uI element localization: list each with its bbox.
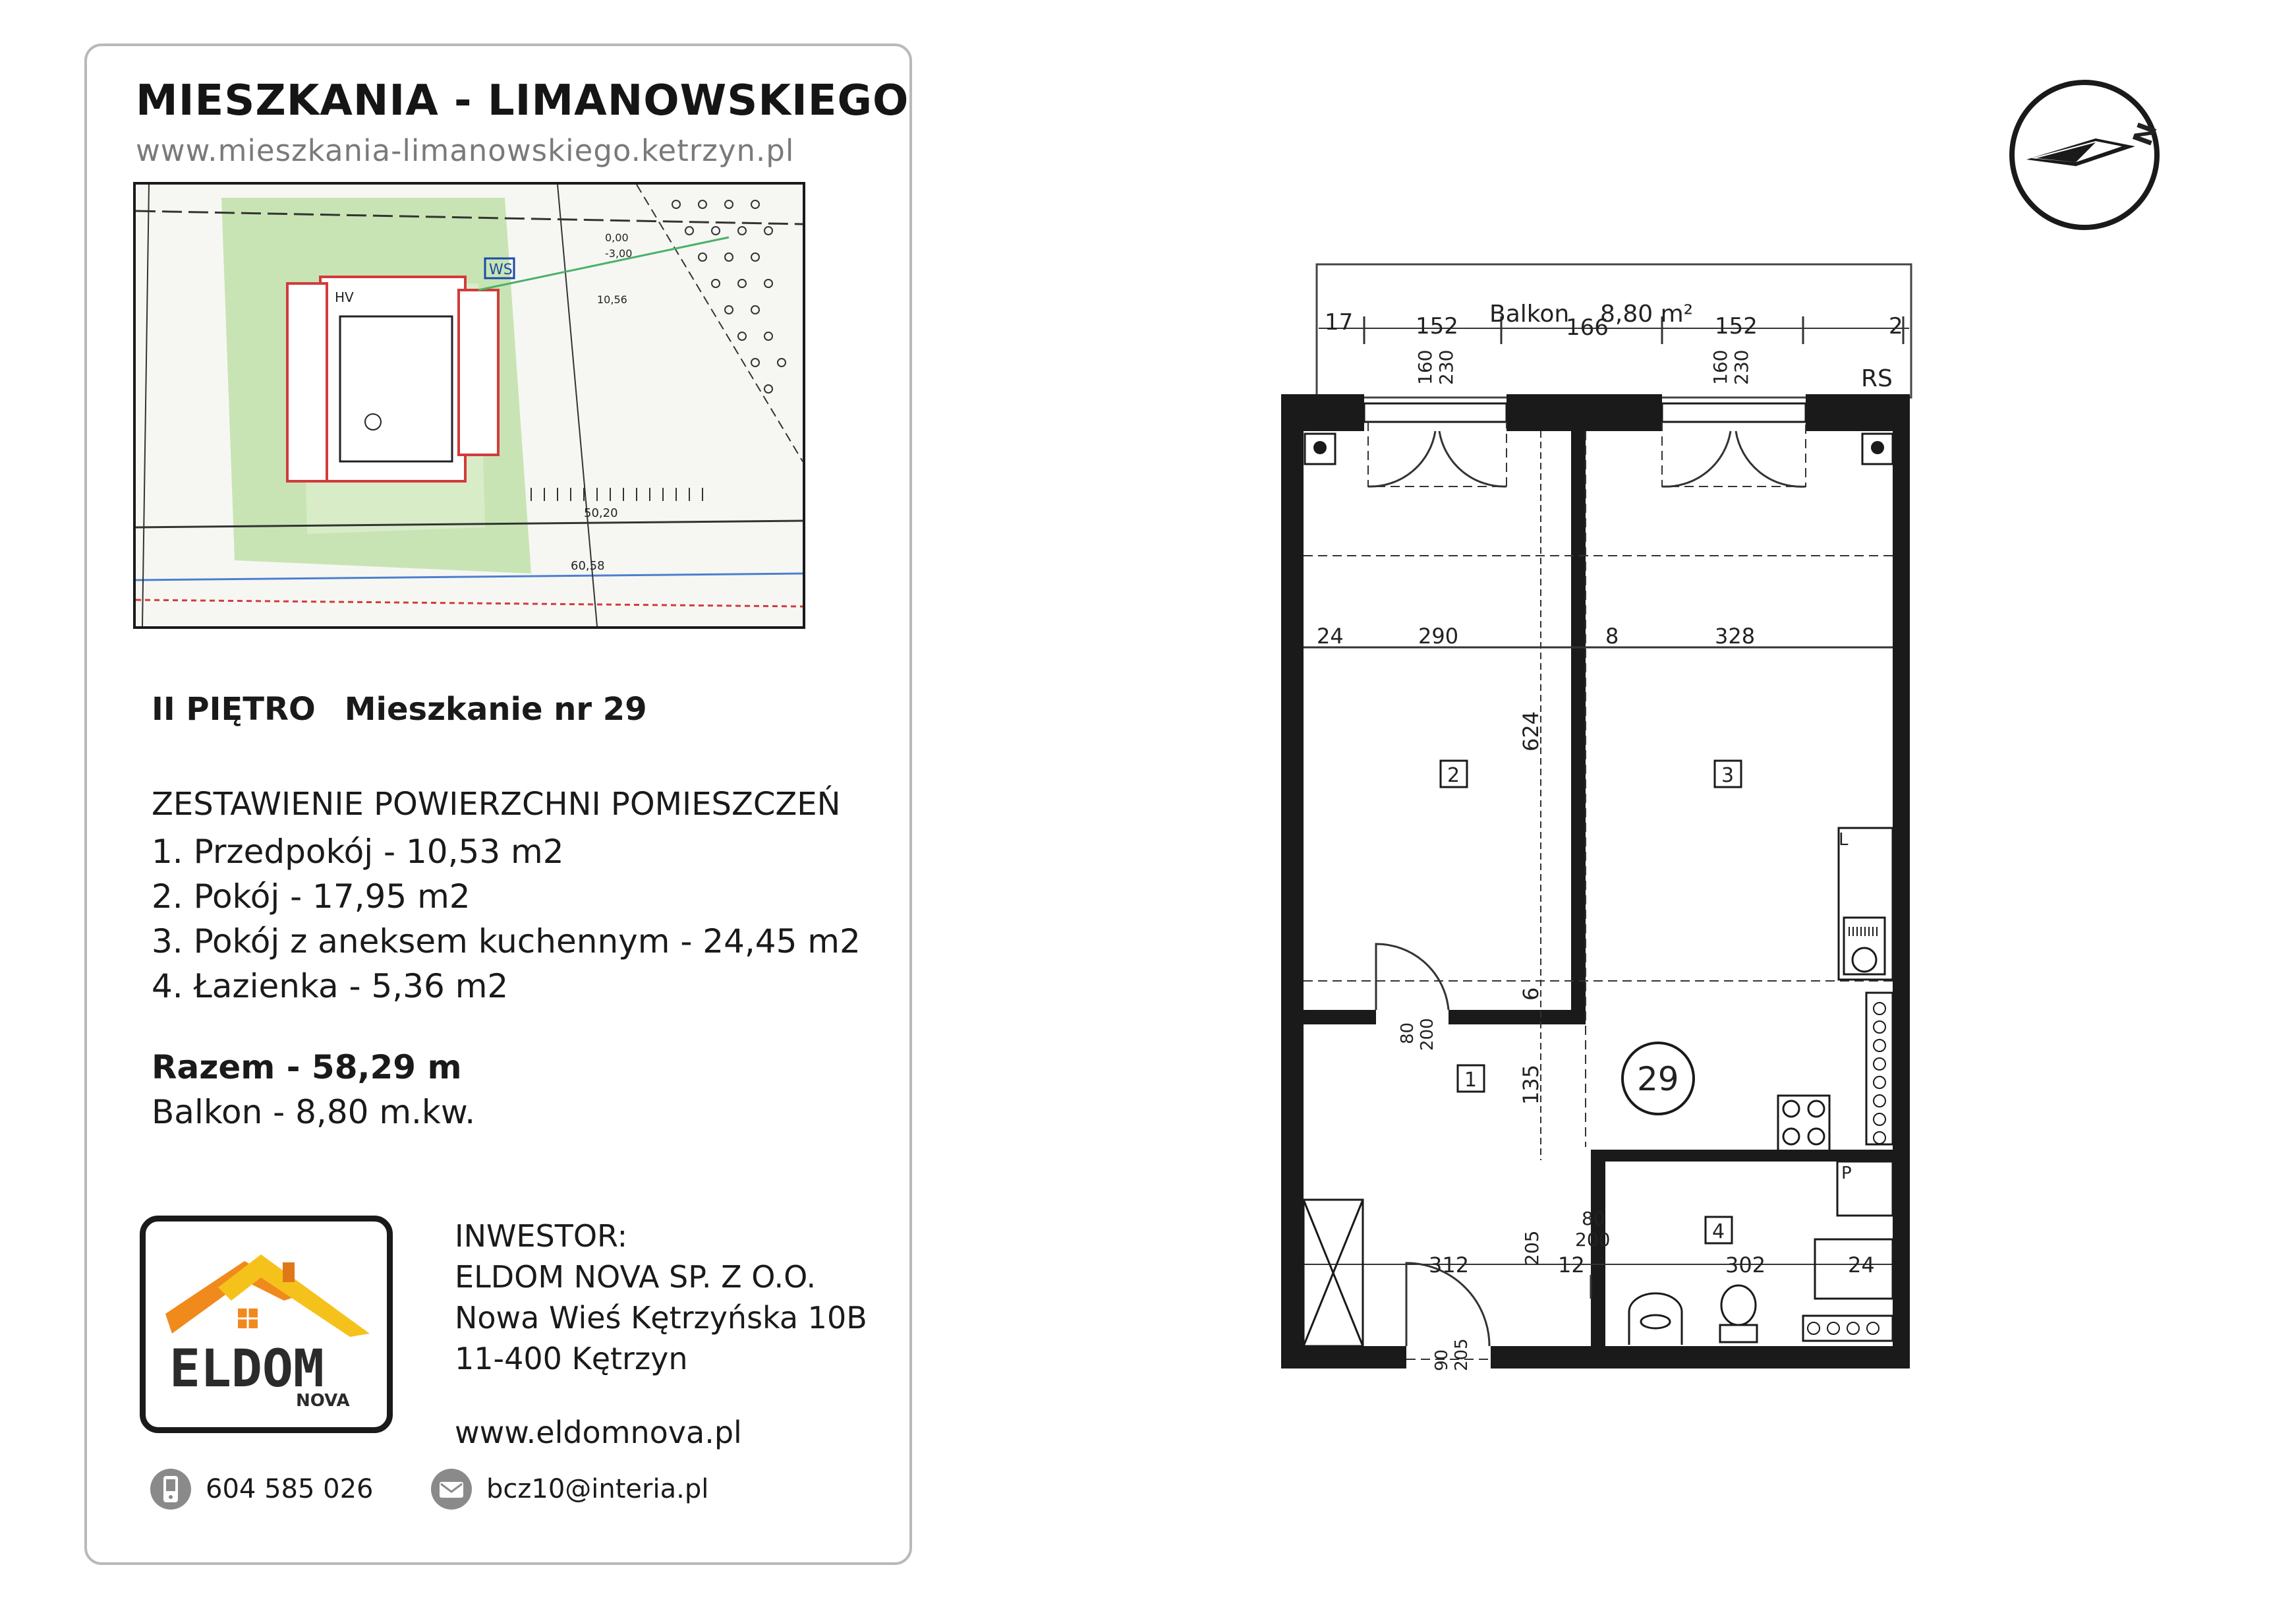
site-label-minus-3: -3,00	[605, 247, 633, 260]
room-tag-2: 2	[1447, 764, 1460, 787]
phone-number: 604 585 026	[206, 1474, 374, 1504]
rooms-heading: ZESTAWIENIE POWIERZCHNI POMIESZCZEŃ	[152, 786, 841, 823]
dim-166: 166	[1566, 314, 1609, 341]
room-tag-3: 3	[1721, 764, 1735, 787]
room-tag-4: 4	[1712, 1220, 1725, 1243]
project-title: MIESZKANIA - LIMANOWSKIEGO	[136, 76, 909, 125]
site-label-10-56: 10,56	[597, 293, 627, 306]
wardrobe	[1304, 1200, 1363, 1346]
site-label-60-58: 60,58	[571, 559, 605, 573]
site-label-50-20: 50,20	[584, 506, 618, 520]
dim-door-205: 205	[1452, 1338, 1472, 1371]
balcony-outline	[1317, 264, 1911, 397]
compass-north-label: N	[2127, 119, 2164, 150]
investor-company: ELDOM NOVA SP. Z O.O.	[455, 1259, 817, 1295]
dim-152-left: 152	[1416, 313, 1458, 339]
dim-window-230-right: 230	[1731, 349, 1752, 385]
investor-address-line2: 11-400 Kętrzyn	[455, 1341, 688, 1376]
list-item: 3. Pokój z aneksem kuchennym - 24,45 m2	[152, 922, 861, 960]
room-tag-1: 1	[1464, 1069, 1478, 1092]
dim-302: 302	[1725, 1252, 1766, 1278]
site-label-hv: HV	[335, 289, 354, 305]
rs-label: RS	[1861, 365, 1893, 392]
dim-328: 328	[1715, 624, 1756, 649]
apartment-name: Mieszkanie nr 29	[344, 691, 647, 728]
dim-624: 624	[1518, 711, 1543, 751]
logo-sub: NOVA	[296, 1391, 350, 1411]
dim-window-160-left: 160	[1414, 349, 1436, 385]
dim-24-bath: 24	[1848, 1252, 1875, 1278]
total-area: Razem - 58,29 m	[152, 1048, 462, 1086]
dim-135: 135	[1518, 1064, 1543, 1105]
logo-brand: ELDOM	[169, 1339, 324, 1399]
dim-door-80-b: 80	[1582, 1208, 1605, 1229]
floor-label: II PIĘTRO	[152, 691, 316, 728]
balcony-area-label: 8,80 m²	[1600, 301, 1694, 328]
dim-window-160-right: 160	[1709, 349, 1731, 385]
list-item: 2. Pokój - 17,95 m2	[152, 877, 471, 916]
balcony-label: Balkon	[1489, 301, 1570, 328]
dim-door-200-b: 200	[1575, 1229, 1611, 1251]
list-item: 1. Przedpokój - 10,53 m2	[152, 833, 564, 871]
dim-6: 6	[1518, 987, 1543, 1001]
dim-290: 290	[1418, 624, 1459, 649]
investor-address-line1: Nowa Wieś Kętrzyńska 10B	[455, 1300, 867, 1336]
dim-2: 2	[1889, 313, 1903, 339]
dim-8: 8	[1605, 624, 1619, 649]
dim-door-80-a: 80	[1398, 1022, 1418, 1044]
list-item: 4. Łazienka - 5,36 m2	[152, 967, 509, 1005]
project-website-link[interactable]: www.mieszkania-limanowskiego.ketrzyn.pl	[136, 133, 795, 168]
dim-12: 12	[1558, 1252, 1585, 1278]
dim-24: 24	[1317, 624, 1344, 649]
site-label-ws: WS	[489, 262, 513, 278]
dim-17: 17	[1325, 309, 1354, 336]
dim-205: 205	[1521, 1230, 1543, 1266]
bathroom-fixtures	[1629, 1285, 1757, 1345]
dim-door-90: 90	[1432, 1349, 1452, 1371]
kitchen-l-mark: L	[1839, 830, 1849, 850]
apartment-number-label: 29	[1637, 1060, 1679, 1098]
dim-window-230-left: 230	[1435, 349, 1457, 385]
site-label-0-00: 0,00	[605, 231, 629, 244]
kitchen-p-mark: P	[1841, 1163, 1852, 1183]
balcony-area: Balkon - 8,80 m.kw.	[152, 1093, 476, 1131]
investor-website-link[interactable]: www.eldomnova.pl	[455, 1415, 742, 1450]
north-compass-icon	[2012, 82, 2164, 227]
email-address: bcz10@interia.pl	[486, 1474, 709, 1504]
dim-door-200-a: 200	[1418, 1018, 1437, 1051]
investor-heading: INWESTOR:	[455, 1218, 628, 1254]
dim-312: 312	[1429, 1252, 1470, 1278]
dim-152-right: 152	[1715, 313, 1758, 339]
